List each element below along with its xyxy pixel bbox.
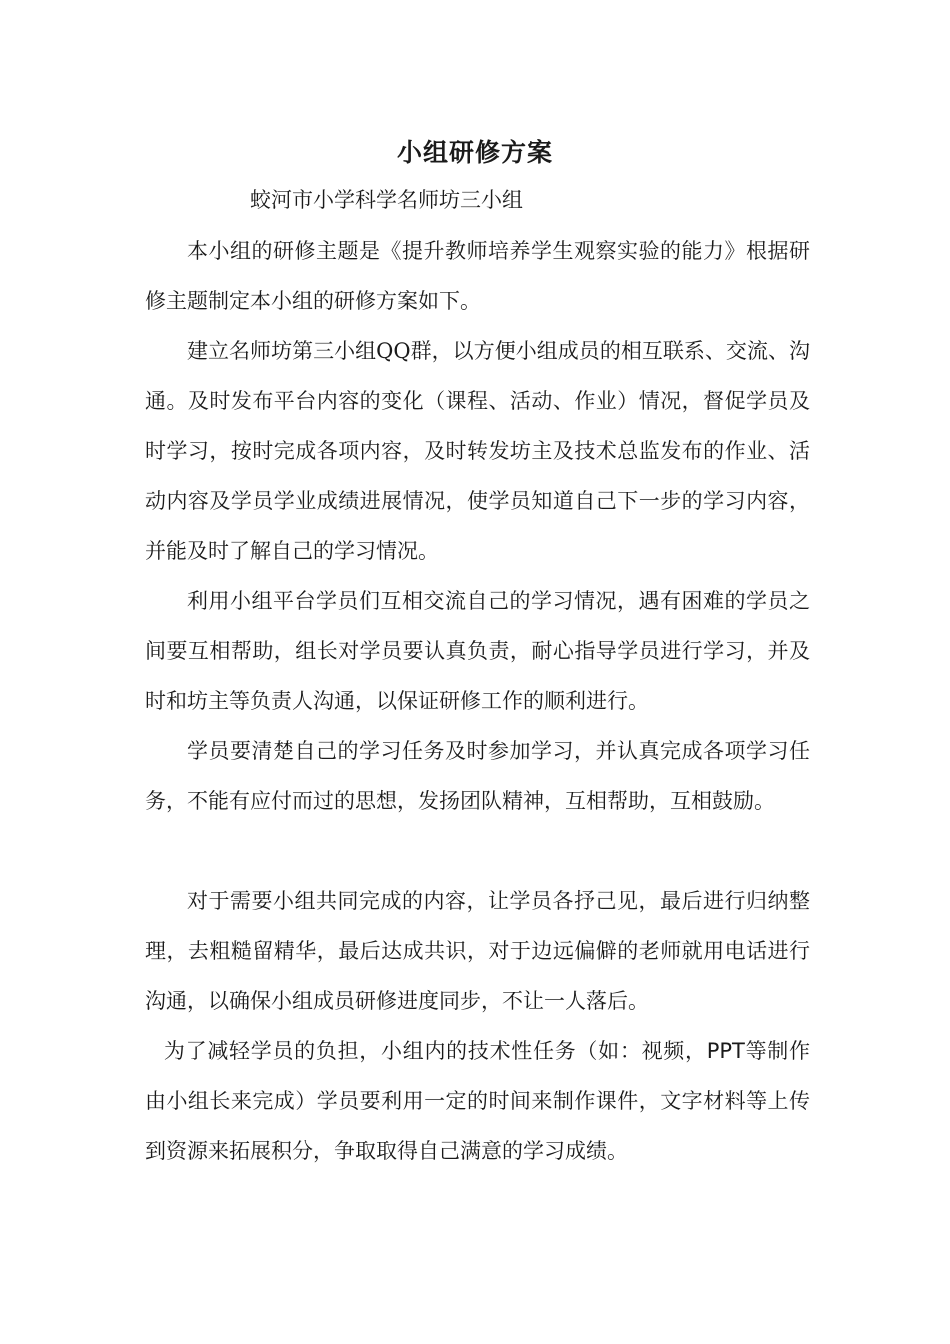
paragraph-technical-tasks: 为了减轻学员的负担，小组内的技术性任务（如：视频，PPT等制作由小组长来完成）学员要利用一定的时间来制作课件，文字材料等上传到资源来拓展积分，争取取得自己满意的学习成绩。 (145, 1039, 810, 1163)
paragraph-intro: 本小组的研修主题是《提升教师培养学生观察实验的能力》根据研修主题制定本小组的研修方案如下。 (145, 239, 810, 313)
paragraph-qq-group: 建立名师坊第三小组QQ群，以方便小组成员的相互联系、交流、沟通。及时发布平台内容的变化（课程、活动、作业）情况，督促学员及时学习，按时完成各项内容，及时转发坊主及技术总监发布的作业、活动内容及学员学业成绩进展情况，使学员知道自己下一步的学习内容，并能及时了解自己的学习情况。 (145, 339, 810, 563)
paragraph-learning-tasks: 学员要清楚自己的学习任务及时参加学习，并认真完成各项学习任务，不能有应付而过的思想，发扬团队精神，互相帮助，互相鼓励。 (145, 739, 810, 813)
paragraph-group-work: 对于需要小组共同完成的内容，让学员各抒己见，最后进行归纳整理，去粗糙留精华，最后达成共识，对于边远偏僻的老师就用电话进行沟通，以确保小组成员研修进度同步，不让一人落后。 (145, 889, 810, 1013)
paragraph-mutual-help: 利用小组平台学员们互相交流自己的学习情况，遇有困难的学员之间要互相帮助，组长对学员要认真负责，耐心指导学员进行学习，并及时和坊主等负责人沟通，以保证研修工作的顺利进行。 (145, 589, 810, 713)
document-title: 小组研修方案 (396, 138, 553, 167)
document-subtitle: 蛟河市小学科学名师坊三小组 (250, 188, 523, 212)
